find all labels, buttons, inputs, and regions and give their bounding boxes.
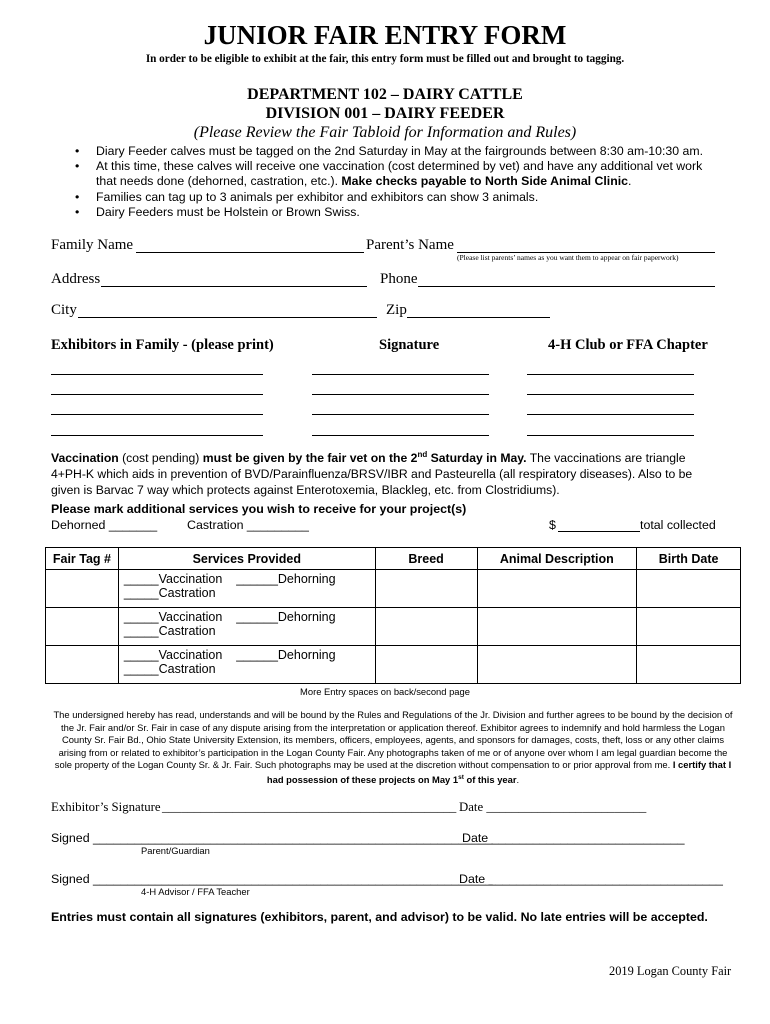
fair-tag-cell[interactable] <box>46 570 119 608</box>
advisor-signed-label: Signed <box>51 872 90 886</box>
parents-name-note: (Please list parents’ names as you want them to appear on fair paperwork) <box>457 253 679 262</box>
birth-date-cell[interactable] <box>637 570 741 608</box>
exhibitor-club-field-1[interactable] <box>527 374 694 375</box>
exhibitors-heading: Exhibitors in Family - (please print) <box>51 337 274 353</box>
exhibitor-club-field-2[interactable] <box>527 394 694 395</box>
division-heading: DIVISION 001 – DAIRY FEEDER <box>265 105 505 122</box>
exhibitor-club-field-3[interactable] <box>527 414 694 415</box>
phone-label: Phone <box>380 271 418 287</box>
dollar-sign: $ <box>549 518 556 532</box>
zip-label: Zip <box>386 302 407 318</box>
fair-tag-cell[interactable] <box>46 646 119 684</box>
entry-table <box>45 547 741 684</box>
exhibitor-name-field-2[interactable] <box>51 394 263 395</box>
list-item: • At this time, these calves will receive one vaccination (cost determined by vet) and have any additional vet work that needs done (dehorned, castration, etc.). Make checks payable to North Side Animal Clinic. <box>75 159 703 189</box>
animal-description-cell[interactable] <box>477 570 637 608</box>
parent-guardian-caption: Parent/Guardian <box>141 845 210 856</box>
list-item: • Diary Feeder calves must be tagged on the 2nd Saturday in May at the fairgrounds between 8:30 am-10:30 am. <box>75 144 703 158</box>
footer-year-label: 2019 Logan County Fair <box>609 964 732 978</box>
entries-notice: Entries must contain all signatures (exhibitors, parent, and advisor) to be valid. No late entries will be accepted. <box>51 910 708 924</box>
department-heading: DEPARTMENT 102 – DAIRY CATTLE <box>247 86 523 103</box>
services-cell[interactable]: _____Vaccination ______Dehorning _____Castration <box>118 570 375 608</box>
legal-agreement: The undersigned hereby has read, understands and will be bound by the Rules and Regulations of the Jr. Division and further agrees to be bound by the decision of the Jr. Fair and/or Sr. Fair in case of any dispute arising from the interpretation or application thereof. Exhibitor agrees to indemnify and hold harmless the Logan County Sr. Fair Bd., Ohio State University Extension, its members, officers, employees, agents, and sponsors for damages, costs, theft, loss or any other claims arising from or related to exhibitor’s participation in the Logan County Fair. Any photographs taken of me or of anyone over whom I am legal guardian become the sole property of the Logan County Sr. & Jr. Fair. Such photographs may be used at the discretion without compensation to or prior approval from me. I certify that I had possession of these projects on May 1st of this year. <box>53 709 733 786</box>
exhibitor-name-field-1[interactable] <box>51 374 263 375</box>
list-item: • Families can tag up to 3 animals per exhibitor and exhibitors can show 3 animals. <box>75 189 539 204</box>
parent-signed-label: Signed <box>51 831 90 845</box>
table-header-row <box>46 548 741 570</box>
advisor-caption: 4-H Advisor / FFA Teacher <box>141 886 250 897</box>
table-row <box>46 570 741 608</box>
zip-field[interactable] <box>407 317 550 318</box>
services-header: Services Provided <box>118 548 375 570</box>
city-label: City <box>51 302 77 318</box>
total-collected-label: total collected <box>640 518 716 532</box>
table-row <box>46 646 741 684</box>
breed-cell[interactable] <box>375 646 477 684</box>
breed-cell[interactable] <box>375 608 477 646</box>
list-item: • Dairy Feeders must be Holstein or Brown Swiss. <box>75 204 360 219</box>
animal-description-header: Animal Description <box>477 548 637 570</box>
exhibitor-date-field[interactable]: Date _________________________ <box>459 800 647 814</box>
exhibitor-signature-field[interactable]: ______________________________________________ <box>162 800 457 814</box>
exhibitor-signature-field-2[interactable] <box>312 394 489 395</box>
form-title: JUNIOR FAIR ENTRY FORM <box>203 20 567 50</box>
exhibitor-signature-label: Exhibitor’s Signature <box>51 800 161 814</box>
parent-signature-field[interactable]: __________________________________________________________ <box>93 831 493 845</box>
breed-header: Breed <box>375 548 477 570</box>
birth-date-cell[interactable] <box>637 646 741 684</box>
more-entries-note: More Entry spaces on back/second page <box>300 686 470 697</box>
exhibitor-signature-field-4[interactable] <box>312 435 489 436</box>
address-field[interactable] <box>101 286 367 287</box>
vaccination-paragraph: Vaccination (cost pending) must be given by the fair vet on the 2nd Saturday in May. The vaccinations are triangle 4+PH-K which aids in prevention of BVD/Parainfluenza/BRSV/IBR and Pasteurella (all respiratory diseases). Also to be given is Barvac 7 way which protects against Enterotoxemia, Blackleg, etc. from Clostridiums). <box>51 450 693 498</box>
phone-field[interactable] <box>418 286 715 287</box>
exhibitor-name-field-4[interactable] <box>51 435 263 436</box>
exhibitor-signature-field-3[interactable] <box>312 414 489 415</box>
address-label: Address <box>51 271 101 287</box>
form-subtitle: In order to be eligible to exhibit at the fair, this entry form must be filled out and brought to tagging. <box>145 53 625 65</box>
rules-list <box>75 144 703 220</box>
birth-date-header: Birth Date <box>637 548 741 570</box>
services-heading: Please mark additional services you wish to receive for your project(s) <box>51 502 467 516</box>
fair-tag-cell[interactable] <box>46 608 119 646</box>
birth-date-cell[interactable] <box>637 608 741 646</box>
dehorned-field[interactable]: Dehorned _______ <box>51 518 158 532</box>
services-cell[interactable]: _____Vaccination ______Dehorning _____Castration <box>118 646 375 684</box>
table-row <box>46 608 741 646</box>
advisor-signature-field[interactable]: __________________________________________________________ <box>93 872 493 886</box>
animal-description-cell[interactable] <box>477 608 637 646</box>
parents-name-label: Parent’s Name <box>366 237 454 253</box>
services-cell[interactable]: _____Vaccination ______Dehorning _____Castration <box>118 608 375 646</box>
review-note: (Please Review the Fair Tabloid for Information and Rules) <box>193 124 577 141</box>
exhibitor-club-field-4[interactable] <box>527 435 694 436</box>
city-field[interactable] <box>78 317 377 318</box>
family-name-label: Family Name <box>51 237 134 253</box>
animal-description-cell[interactable] <box>477 646 637 684</box>
exhibitor-signature-field-1[interactable] <box>312 374 489 375</box>
fair-tag-header: Fair Tag # <box>46 548 119 570</box>
breed-cell[interactable] <box>375 570 477 608</box>
parent-date-field[interactable]: Date ____________________________ <box>462 831 685 845</box>
club-chapter-heading: 4-H Club or FFA Chapter <box>548 337 708 353</box>
total-collected-field[interactable] <box>558 531 640 532</box>
family-name-field[interactable] <box>136 252 364 253</box>
exhibitor-name-field-3[interactable] <box>51 414 263 415</box>
castration-field[interactable]: Castration _________ <box>187 518 309 532</box>
signature-heading: Signature <box>379 337 440 353</box>
advisor-date-field[interactable]: Date __________________________________ <box>459 872 723 886</box>
